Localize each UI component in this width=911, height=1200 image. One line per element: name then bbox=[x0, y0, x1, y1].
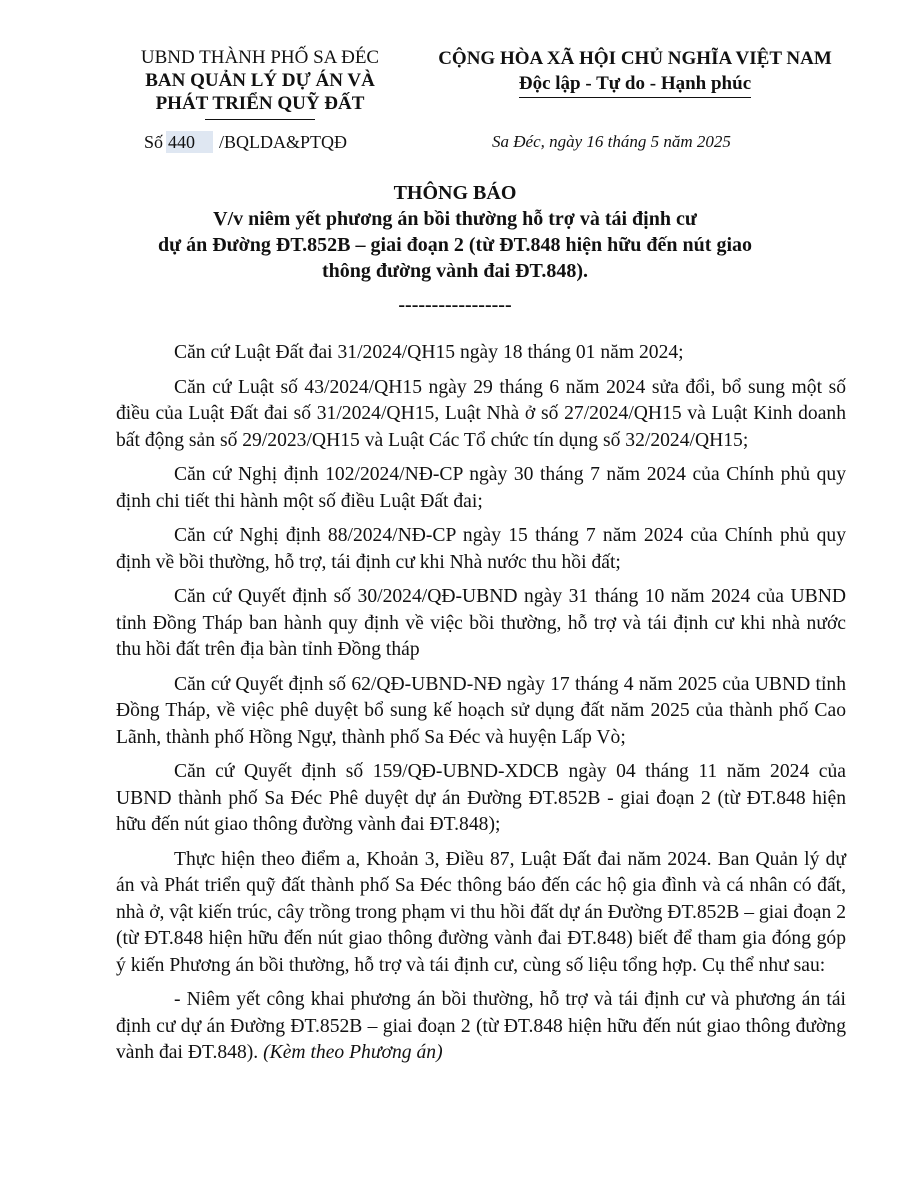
agency-underline bbox=[205, 119, 315, 120]
national-title: CỘNG HÒA XÃ HỘI CHỦ NGHĨA VIỆT NAM bbox=[438, 48, 832, 69]
title-separator: ----------------- bbox=[398, 294, 512, 316]
agency-name-line2: PHÁT TRIỂN QUỸ ĐẤT bbox=[155, 93, 365, 114]
document-subject-line1: V/v niêm yết phương án bồi thường hỗ trợ và tái định cư bbox=[213, 208, 697, 230]
document-subject-line2: dự án Đường ĐT.852B – giai đoạn 2 (từ ĐT.848 hiện hữu đến nút giao bbox=[157, 234, 753, 256]
document-title-block bbox=[110, 180, 800, 318]
body-paragraph: Căn cứ Luật Đất đai 31/2024/QH15 ngày 18 tháng 01 năm 2024; bbox=[174, 342, 684, 363]
document-number-label: Số bbox=[144, 132, 164, 152]
bullet-text: - Niêm yết công khai phương án bồi thường, hỗ trợ và tái định cư và phương án tái định cư dự án Đường ĐT.852B – giai đoạn 2 (từ ĐT.848 hiện hữu đến nút giao thông đường vành đai ĐT.848). bbox=[116, 989, 846, 1063]
body-paragraph: Căn cứ Quyết định số 62/QĐ-UBND-NĐ ngày 17 tháng 4 năm 2025 của UBND tỉnh Đồng Tháp, về việc phê duyệt bổ sung kế hoạch sử dụng đất năm 2025 của thành phố Cao Lãnh, thành phố Hồng Ngự, thành phố Sa Đéc và huyện Lấp Vò; bbox=[116, 673, 846, 748]
national-title-block bbox=[405, 46, 865, 98]
agency-parent: UBND THÀNH PHỐ SA ĐÉC bbox=[140, 47, 380, 68]
body-paragraph: Căn cứ Quyết định số 30/2024/QĐ-UBND ngày 31 tháng 10 năm 2024 của UBND tỉnh Đồng Tháp ban hành quy định về việc bồi thường, hỗ trợ và tái định cư khi nhà nước thu hồi đất trên địa bàn tỉnh Đồng tháp bbox=[116, 586, 846, 660]
document-number bbox=[144, 131, 347, 153]
body-paragraph: Căn cứ Nghị định 88/2024/NĐ-CP ngày 15 tháng 7 năm 2024 của Chính phủ quy định về bồi thường, hỗ trợ, tái định cư khi Nhà nước thu hồi đất; bbox=[116, 525, 846, 573]
body-paragraph: Căn cứ Quyết định số 159/QĐ-UBND-XDCB ngày 04 tháng 11 năm 2024 của UBND thành phố Sa Đéc Phê duyệt dự án Đường ĐT.852B - giai đoạn 2 (từ ĐT.848 hiện hữu đến nút giao thông đường vành đai ĐT.848); bbox=[116, 761, 846, 835]
document-subject-line3: thông đường vành đai ĐT.848). bbox=[321, 260, 589, 282]
document-number-suffix: /BQLDA&PTQĐ bbox=[219, 132, 348, 152]
issuing-agency-block bbox=[110, 46, 410, 120]
bullet-attachment-note: (Kèm theo Phương án) bbox=[263, 1042, 443, 1063]
body-paragraph: Thực hiện theo điểm a, Khoản 3, Điều 87, Luật Đất đai năm 2024. Ban Quản lý dự án và Phát triển quỹ đất thành phố Sa Đéc thông báo đến các hộ gia đình và cá nhân có đất, nhà ở, vật kiến trúc, cây trồng trong phạm vi thu hồi đất dự án Đường ĐT.852B – giai đoạn 2 (từ ĐT.848 hiện hữu đến nút giao thông đường vành đai ĐT.848) biết để tham gia đóng góp ý kiến Phương án bồi thường, hỗ trợ và tái định cư, cùng số liệu tổng hợp. Cụ thể như sau: bbox=[116, 848, 846, 976]
document-type: THÔNG BÁO bbox=[393, 182, 517, 204]
document-body bbox=[116, 340, 846, 1072]
document-date: Sa Đéc, ngày 16 tháng 5 năm 2025 bbox=[492, 132, 731, 151]
national-motto: Độc lập - Tự do - Hạnh phúc bbox=[519, 71, 751, 98]
body-paragraph: Căn cứ Nghị định 102/2024/NĐ-CP ngày 30 tháng 7 năm 2024 của Chính phủ quy định chi tiết thi hành một số điều Luật Đất đai; bbox=[116, 464, 846, 512]
body-paragraph: Căn cứ Luật số 43/2024/QH15 ngày 29 tháng 6 năm 2024 sửa đổi, bổ sung một số điều của Luật Đất đai số 31/2024/QH15, Luật Nhà ở số 27/2024/QH15 và Luật Kinh doanh bất động sản số 29/2023/QH15 và Luật Các Tổ chức tín dụng số 32/2024/QH15; bbox=[116, 376, 846, 451]
document-number-value: 440 bbox=[166, 131, 213, 153]
body-bullet-paragraph bbox=[116, 987, 846, 1067]
agency-name-line1: BAN QUẢN LÝ DỰ ÁN VÀ bbox=[145, 70, 375, 91]
